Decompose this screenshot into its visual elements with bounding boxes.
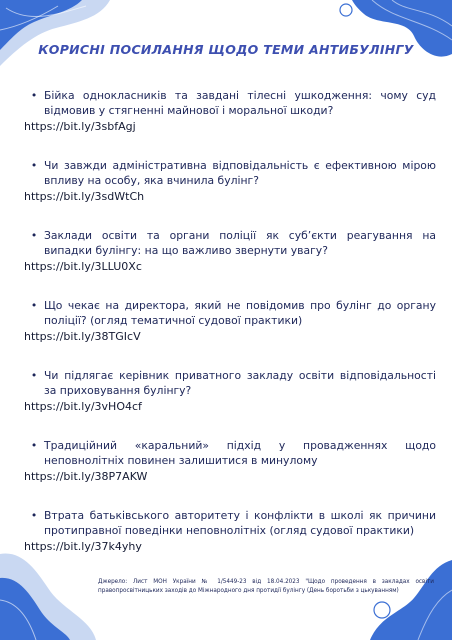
list-item <box>24 228 436 274</box>
bullet-icon: • <box>30 159 38 172</box>
link-description-text: Чи підлягає керівник приватного закладу освіти відповідальності за приховування булінгу? <box>44 369 436 397</box>
link-url[interactable]: https://bit.ly/38P7AKW <box>24 470 148 483</box>
source-footnote: Джерело: Лист МОН України № 1/5449-23 від 18.04.2023 "Щодо проведення в закладах освіти правопросвітницьких заходів до Міжнародного дня протидії булінгу (День боротьби з цькуванням) <box>98 579 434 594</box>
link-description <box>24 158 436 188</box>
list-item <box>24 368 436 414</box>
bullet-icon: • <box>30 439 38 452</box>
link-url[interactable]: https://bit.ly/3sbfAgj <box>24 120 136 133</box>
bullet-icon: • <box>30 369 38 382</box>
list-item <box>24 438 436 484</box>
top-left-blob-decoration <box>0 0 140 70</box>
link-url[interactable]: https://bit.ly/3LLU0Xc <box>24 260 142 273</box>
list-item <box>24 508 436 554</box>
link-description-text: Чи завжди адміністративна відповідальність є ефективною мірою впливу на особу, яка вчинила булінг? <box>44 159 436 187</box>
link-description <box>24 228 436 258</box>
link-description <box>24 298 436 328</box>
link-url[interactable]: https://bit.ly/3vHO4cf <box>24 400 142 413</box>
link-description <box>24 368 436 398</box>
list-item <box>24 158 436 204</box>
link-description <box>24 438 436 468</box>
link-description <box>24 88 436 118</box>
link-description-text: Що чекає на директора, який не повідомив про булінг до органу поліції? (огляд тематичної судової практики) <box>44 299 436 327</box>
bullet-icon: • <box>30 299 38 312</box>
link-url[interactable]: https://bit.ly/38TGIcV <box>24 330 141 343</box>
link-description-text: Втрата батьківського авторитету і конфлікти в школі як причини протиправної поведінки неповнолітніх (огляд судової практики) <box>44 509 436 537</box>
links-list <box>24 88 436 578</box>
link-url[interactable]: https://bit.ly/3sdWtCh <box>24 190 145 203</box>
list-item <box>24 298 436 344</box>
link-url[interactable]: https://bit.ly/37k4yhy <box>24 540 142 553</box>
link-description <box>24 508 436 538</box>
bullet-icon: • <box>30 509 38 522</box>
link-description-text: Традиційний «каральний» підхід у провадженнях щодо неповнолітніх повинен залишитися в минулому <box>44 439 436 467</box>
list-item <box>24 88 436 134</box>
bullet-icon: • <box>30 229 38 242</box>
bullet-icon: • <box>30 89 38 102</box>
page-title: КОРИСНІ ПОСИЛАННЯ ЩОДО ТЕМИ АНТИБУЛІНГУ <box>38 42 414 57</box>
link-description-text: Бійка однокласників та завдані тілесні ушкодження: чому суд відмовив у стягненні майнової і моральної шкоди? <box>44 89 436 117</box>
link-description-text: Заклади освіти та органи поліції як суб’єкти реагування на випадки булінгу: на що важливо звернути увагу? <box>44 229 436 257</box>
